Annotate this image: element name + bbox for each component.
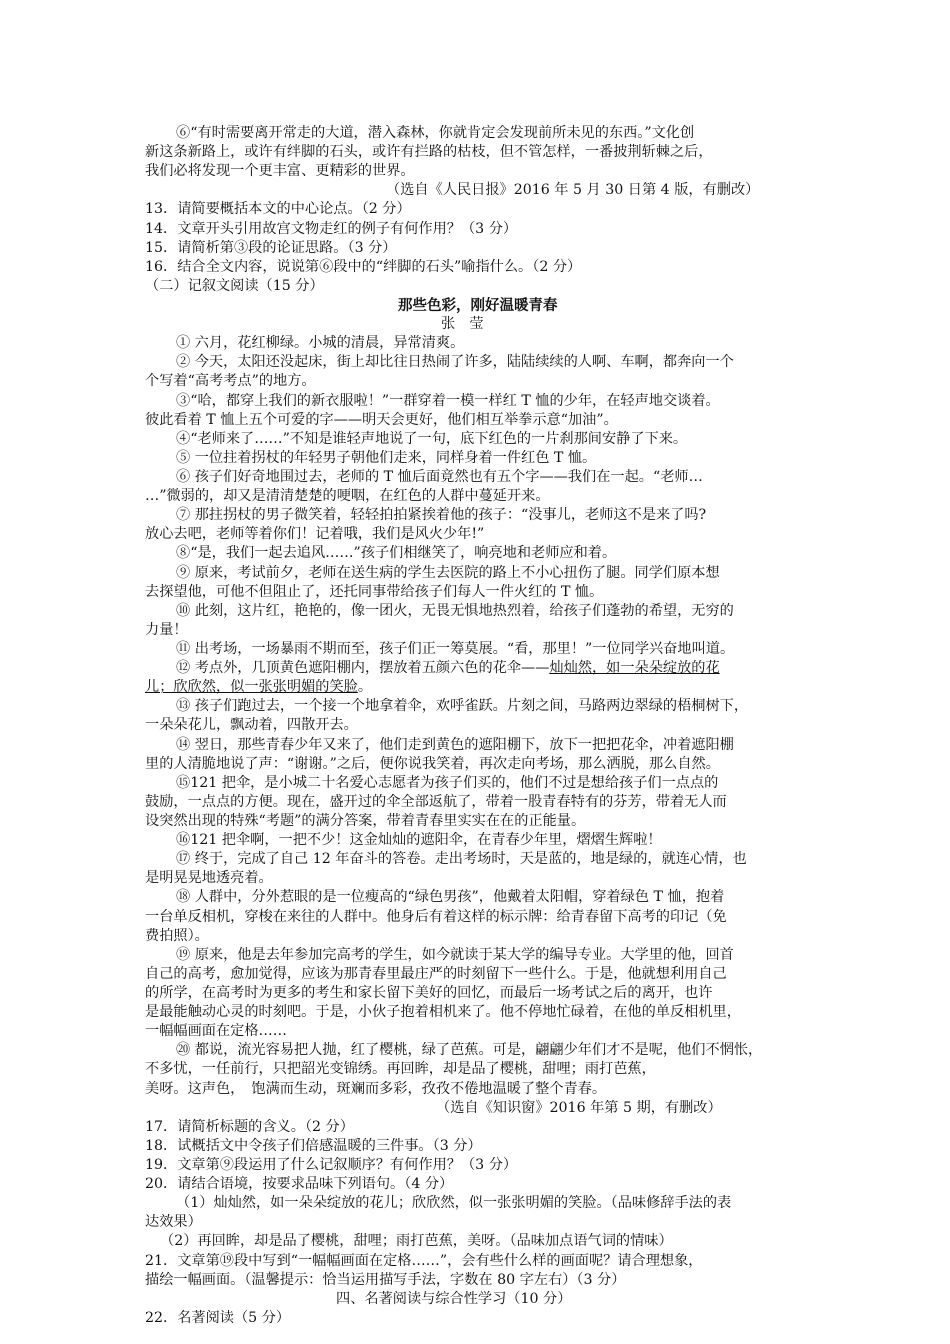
- paragraph-line: ⑤ 一位拄着拐杖的年轻男子朝他们走来，同样身着一件红色 T 恤。: [176, 449, 597, 466]
- section-heading: （二）记叙文阅读（15 分）: [145, 277, 324, 294]
- paragraph-text: ⑫ 考点外，几顶黄色遮阳棚内，摆放着五颜六色的花伞——: [176, 660, 550, 677]
- paragraph-line: ② 今天，太阳还没起床，街上却比往日热闹了许多，陆陆续续的人啊、车啊，都奔向一个: [176, 354, 734, 371]
- question-22: 22．名著阅读（5 分）: [145, 1309, 291, 1326]
- paragraph-line: ⑯121 把伞啊，一把不少！这金灿灿的遮阳伞，在青春少年里，熠熠生辉啦！: [176, 832, 662, 849]
- question-17: 17．请简析标题的含义。（2 分）: [145, 1118, 354, 1135]
- paragraph-line: 的所学，在高考时为更多的考生和家长留下美好的回忆，而最后一场考试之后的离开，也许: [145, 985, 713, 1001]
- question-14: 14．文章开头引用故宫文物走红的例子有何作用？（3 分）: [145, 220, 518, 237]
- paragraph-line: ⑥“有时需要离开常走的大道，潜入森林，你就肯定会发现前所未见的东西。”文化创: [176, 125, 695, 141]
- paragraph-line: 设突然出现的特殊“考题”的满分答案，带着青春里实实在在的正能量。: [145, 813, 586, 829]
- paragraph-line: ⑭ 翌日，那些青春少年又来了，他们走到黄色的遮阳棚下，放下一把把花伞，冲着遮阳棚: [176, 736, 734, 753]
- question-21-cont: 描绘一幅画面。（温馨提示：恰当运用描写手法，字数在 80 字左右）（3 分）: [145, 1271, 626, 1288]
- source-citation: （选自《知识窗》2016 年第 5 期，有删改）: [436, 1099, 722, 1116]
- question-20: 20．请结合语境，按要求品味下列语句。（4 分）: [145, 1176, 454, 1193]
- paragraph-line: ⑨ 原来，考试前夕，老师在送生病的学生去医院的路上不小心扭伤了腿。同学们原本想: [176, 564, 720, 581]
- paragraph-line: ⑥ 孩子们好奇地围过去，老师的 T 恤后面竟然也有五个字——我们在一起。“老师…: [176, 469, 703, 485]
- paragraph-line: 新这条新路上，或许有绊脚的石头，或许有拦路的枯枝，但不管怎样，一番披荆斩棘之后，: [145, 144, 713, 161]
- paragraph-line: [176, 659, 720, 678]
- paragraph-text: 。: [357, 679, 373, 696]
- question-15: 15．请简析第③段的论证思路。（3 分）: [145, 239, 397, 256]
- paragraph-line: ⑰ 终于，完成了自己 12 年奋斗的答卷。走出考场时，天是蓝的，地是绿的，就连心情，也: [176, 851, 747, 868]
- paragraph-line: ⑬ 孩子们跑过去，一个接一个地拿着伞，欢呼雀跃。片刻之间，马路两边翠绿的梧桐树下，: [176, 698, 749, 715]
- paragraph-line: ⑦ 那拄拐杖的男子微笑着，轻轻拍拍紧挨着他的孩子：“没事儿，老师这不是来了吗?: [176, 507, 707, 524]
- question-20-item-1: （1）灿灿然，如一朵朵绽放的花儿；欣欣然，似一张张明媚的笑脸。（品味修辞手法的表: [176, 1195, 732, 1212]
- question-16: 16．结合全文内容，说说第⑥段中的“绊脚的石头”喻指什么。（2 分）: [145, 258, 582, 275]
- paragraph-line: 是最能触动心灵的时刻吧。于是，小伙子抱着相机来了。他不停地忙碌着，在他的单反相机里，: [145, 1004, 741, 1021]
- underlined-text: 灿灿然，如一朵朵绽放的花: [549, 660, 720, 677]
- paragraph-line: 鼓励，一点点的方便。现在，盛开过的伞全部返航了，带着一股青春特有的芬芳，带着无人而: [145, 793, 727, 810]
- paragraph-line: …”微弱的，却又是清清楚楚的哽咽，在红色的人群中蔓延开来。: [145, 488, 550, 505]
- paragraph-line: 是明晃晃地透亮着。: [145, 870, 273, 887]
- paragraph-line: 一朵朵花儿，飘动着，四散开去。: [145, 717, 358, 734]
- paragraph-line: [145, 678, 372, 697]
- paragraph-line: 一台单反相机，穿梭在来往的人群中。他身后有着这样的标示牌：给青春留下高考的印记（免: [145, 908, 727, 925]
- paragraph-line: 不多忧，一任前行，只把韶光变锦绣。再回眸，却是品了樱桃，甜哩；雨打芭蕉，: [145, 1061, 656, 1078]
- underlined-text: 儿；欣欣然，似一张张明媚的笑脸: [145, 679, 358, 696]
- question-18: 18．试概括文中令孩子们倍感温暖的三件事。（3 分）: [145, 1137, 482, 1154]
- source-citation: （选自《人民日报》2016 年 5 月 30 日第 4 版，有删改）: [386, 182, 760, 199]
- paragraph-line: ① 六月，花红柳绿。小城的清晨，异常清爽。: [176, 335, 465, 352]
- paragraph-line: ④“老师来了……”不知是谁轻声地说了一句，底下红色的一片刹那间安静了下来。: [176, 430, 688, 447]
- paragraph-line: ③“哈，都穿上我们的新衣服啦！”一群穿着一模一样红 T 恤的少年，在轻声地交谈着。: [176, 392, 720, 409]
- paragraph-line: 去探望他，可他不但阻止了，还托同事带给孩子们每人一件火红的 T 恤。: [145, 583, 604, 600]
- paragraph-line: ⑳ 都说，流光容易把人抛，红了樱桃，绿了芭蕉。可是，翩翩少年们才不是呢，他们不惘怅，: [176, 1042, 763, 1059]
- paragraph-line: ⑱ 人群中，分外惹眼的是一位瘦高的“绿色男孩”，他戴着太阳帽，穿着绿色 T 恤，抱着: [176, 889, 725, 906]
- paragraph-line: 个写着“高考考点”的地方。: [145, 373, 316, 390]
- paragraph-line: ⑮121 把伞，是小城二十名爱心志愿者为孩子们买的，他们不过是想给孩子们一点点的: [176, 774, 719, 791]
- question-20-item-1-cont: 达效果）: [145, 1214, 202, 1231]
- paragraph-line: 费拍照）。: [145, 927, 209, 944]
- paragraph-line: 里的人清脆地说了声：“谢谢。”之后，便你说我笑着，再次走向考场，那么洒脱，那么自然。: [145, 755, 720, 772]
- question-21: 21．文章第⑲段中写到“一幅幅画面在定格……”，会有些什么样的画面呢？请合理想象，: [145, 1252, 703, 1269]
- paragraph-line: ⑪ 出考场，一场暴雨不期而至，孩子们正一筹莫展。“看，那里！”一位同学兴奋地叫道。: [176, 641, 735, 657]
- question-20-item-2: （2）再回眸，却是品了樱桃，甜哩；雨打芭蕉，美呀。（品味加点语气词的情味）: [160, 1233, 673, 1250]
- paragraph-line: ⑩ 此刻，这片红，艳艳的，像一团火，无畏无惧地热烈着，给孩子们蓬勃的希望，无穷的: [176, 602, 734, 619]
- paragraph-line: 彼此看着 T 恤上五个可爱的字——明天会更好，他们相互举拳示意“加油”。: [145, 411, 618, 428]
- paragraph-line: ⑧“是，我们一起去追风……”孩子们相继笑了，响亮地和老师应和着。: [176, 545, 617, 562]
- section-four-heading: 四、名著阅读与综合性学习（10 分）: [336, 1290, 572, 1307]
- question-13: 13．请简要概括本文的中心论点。（2 分）: [145, 201, 411, 218]
- paragraph-line: 美呀。这声色， 饱满而生动，斑斓而多彩，孜孜不倦地温暖了整个青春。: [145, 1080, 607, 1097]
- paragraph-line: 放心去吧，老师等着你们！记着哦，我们是风火少年!”: [145, 526, 485, 543]
- question-19: 19．文章第⑨段运用了什么记叙顺序？有何作用？（3 分）: [145, 1157, 518, 1173]
- story-author: 张 莹: [441, 316, 484, 333]
- paragraph-line: 自己的高考，愈加觉得，应该为那青春里最庄严的时刻留下一些什么。于是，他就想利用自己: [145, 965, 727, 982]
- paragraph-line: 一幅幅画面在定格……: [145, 1023, 287, 1040]
- paragraph-line: ⑲ 原来，他是去年参加完高考的学生，如今就读于某大学的编导专业。大学里的他，回首: [176, 946, 734, 963]
- story-title: 那些色彩，刚好温暖青春: [398, 297, 558, 314]
- paragraph-line: 力量！: [145, 621, 188, 638]
- paragraph-line: 我们必将发现一个更丰富、更精彩的世界。: [145, 163, 415, 180]
